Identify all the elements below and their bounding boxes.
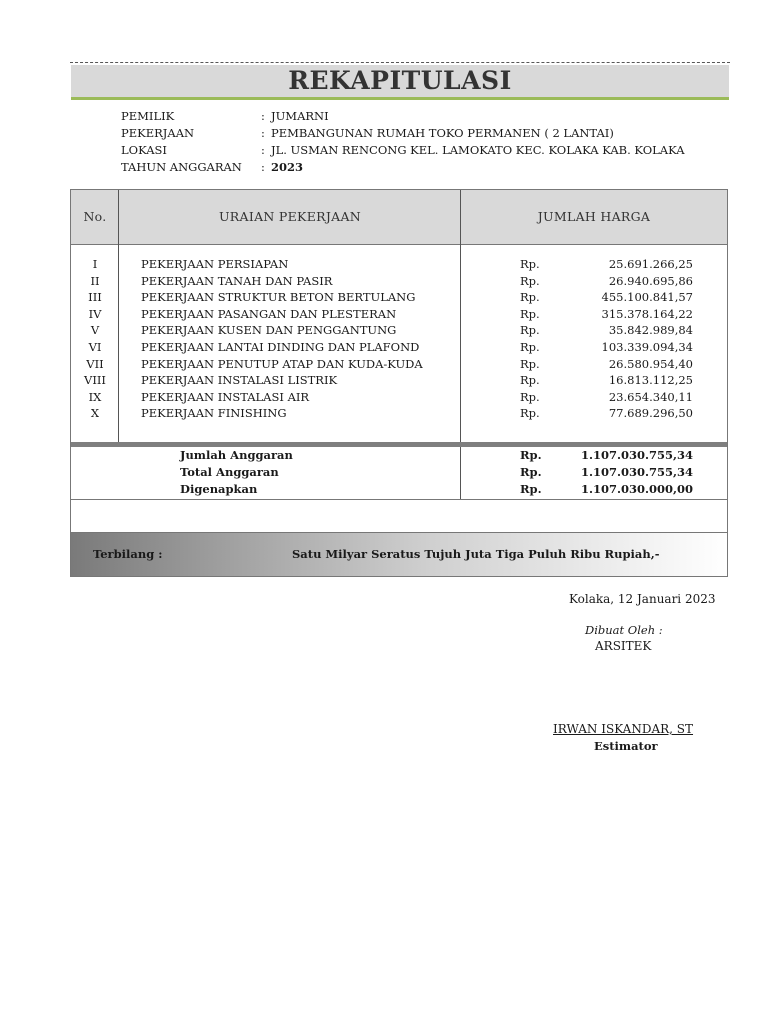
items-list: [71, 256, 727, 422]
row-amount: 26.580.954,40: [608, 356, 693, 371]
table-row: [71, 256, 727, 273]
place-date: Kolaka, 12 Januari 2023: [569, 592, 716, 606]
total-label: Jumlah Anggaran: [180, 448, 293, 462]
row-description: PEKERJAAN PERSIAPAN: [141, 257, 289, 271]
row-number: III: [88, 290, 102, 305]
row-number: IX: [88, 389, 102, 404]
currency-label: Rp.: [520, 448, 542, 462]
info-label: TAHUN ANGGARAN: [121, 160, 242, 174]
row-number: II: [90, 273, 100, 288]
row-number: IV: [88, 306, 102, 321]
header-jumlah: JUMLAH HARGA: [537, 209, 651, 224]
table-header: [71, 190, 727, 245]
page-title: REKAPITULASI: [288, 66, 512, 95]
terbilang-bar: [71, 533, 727, 576]
table-row: [71, 405, 727, 422]
terbilang-text: Satu Milyar Seratus Tujuh Juta Tiga Puluh Ribu Rupiah,-: [292, 547, 660, 561]
table-row: [71, 289, 727, 306]
table-row: [71, 322, 727, 339]
info-row-pemilik: PEMILIK : JUMARNI: [121, 109, 329, 123]
title-bar: [71, 65, 729, 100]
currency-label: Rp.: [520, 290, 540, 305]
made-by-label: Dibuat Oleh :: [585, 623, 663, 637]
row-description: PEKERJAAN KUSEN DAN PENGGANTUNG: [141, 323, 397, 338]
currency-label: Rp.: [520, 482, 542, 496]
row-description: PEKERJAAN PASANGAN DAN PLESTERAN: [141, 306, 397, 321]
currency-label: Rp.: [520, 306, 540, 321]
row-amount: 26.940.695,86: [608, 273, 693, 288]
info-label: PEMILIK: [121, 109, 175, 123]
row-amount: 103.339.094,34: [601, 339, 693, 354]
row-description: PEKERJAAN INSTALASI LISTRIK: [141, 373, 338, 388]
header-no: No.: [83, 209, 107, 224]
info-value: PEMBANGUNAN RUMAH TOKO PERMANEN ( 2 LANTAI): [271, 126, 614, 140]
total-label: Total Anggaran: [180, 465, 279, 479]
row-number: VI: [88, 339, 102, 354]
header-uraian: URAIAN PEKERJAAN: [218, 209, 362, 224]
currency-label: Rp.: [520, 356, 540, 371]
total-amount: 1.107.030.755,34: [580, 465, 693, 479]
currency-label: Rp.: [520, 373, 540, 388]
total-amount: 1.107.030.755,34: [580, 448, 693, 462]
total-row: [71, 481, 727, 498]
top-dashed-line: [70, 62, 730, 63]
table-row: [71, 389, 727, 406]
row-amount: 35.842.989,84: [608, 323, 693, 338]
total-row: [71, 447, 727, 464]
total-amount: 1.107.030.000,00: [580, 482, 693, 496]
info-value: JL. USMAN RENCONG KEL. LAMOKATO KEC. KOLAKA KAB. KOLAKA: [271, 143, 685, 157]
role-label: ARSITEK: [595, 639, 652, 653]
terbilang-label: Terbilang :: [93, 547, 163, 561]
currency-label: Rp.: [520, 406, 540, 421]
row-number: VIII: [84, 373, 106, 388]
info-row-lokasi: LOKASI : JL. USMAN RENCONG KEL. LAMOKATO KEC. KOLAKA KAB. KOLAKA: [121, 143, 685, 157]
row-description: PEKERJAAN TANAH DAN PASIR: [141, 273, 333, 288]
info-value: 2023: [271, 160, 304, 174]
row-description: PEKERJAAN FINISHING: [141, 406, 287, 421]
table-row: [71, 306, 727, 323]
currency-label: Rp.: [520, 273, 540, 288]
info-row-pekerjaan: PEKERJAAN : PEMBANGUNAN RUMAH TOKO PERMANEN ( 2 LANTAI): [121, 126, 614, 140]
row-amount: 315.378.164,22: [601, 306, 693, 321]
row-number: V: [90, 323, 100, 338]
currency-label: Rp.: [520, 389, 540, 404]
info-value: JUMARNI: [271, 109, 329, 123]
table-row: [71, 273, 727, 290]
signer-position: Estimator: [594, 739, 658, 753]
row-number: VII: [86, 356, 104, 371]
info-label: PEKERJAAN: [121, 126, 195, 140]
row-amount: 455.100.841,57: [601, 290, 693, 305]
divider: [71, 499, 727, 500]
total-row: [71, 464, 727, 481]
row-description: PEKERJAAN PENUTUP ATAP DAN KUDA-KUDA: [141, 356, 423, 371]
currency-label: Rp.: [520, 465, 542, 479]
recap-table: [70, 189, 728, 577]
info-row-tahun-anggaran: TAHUN ANGGARAN : 2023: [121, 160, 304, 174]
row-amount: 77.689.296,50: [608, 406, 693, 421]
info-label: LOKASI: [121, 143, 167, 157]
currency-label: Rp.: [520, 257, 540, 271]
row-amount: 25.691.266,25: [608, 257, 693, 271]
row-amount: 23.654.340,11: [608, 389, 693, 404]
project-info: [121, 108, 685, 176]
row-description: PEKERJAAN LANTAI DINDING DAN PLAFOND: [141, 339, 420, 354]
row-amount: 16.813.112,25: [608, 373, 693, 388]
row-description: PEKERJAAN STRUKTUR BETON BERTULANG: [141, 290, 416, 305]
total-label: Digenapkan: [180, 482, 258, 496]
currency-label: Rp.: [520, 339, 540, 354]
table-row: [71, 356, 727, 373]
totals-list: [71, 447, 727, 498]
table-row: [71, 339, 727, 356]
row-description: PEKERJAAN INSTALASI AIR: [141, 389, 310, 404]
signer-name: IRWAN ISKANDAR, ST: [553, 722, 694, 736]
row-number: X: [90, 406, 100, 421]
table-row: [71, 372, 727, 389]
currency-label: Rp.: [520, 323, 540, 338]
row-number: I: [92, 257, 98, 271]
